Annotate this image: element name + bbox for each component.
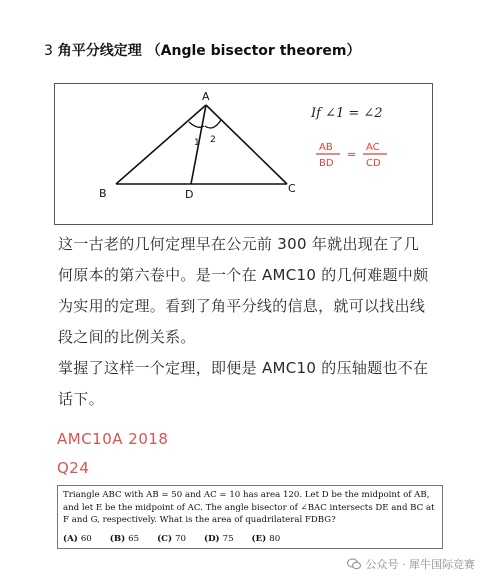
triangle-diagram <box>55 84 432 224</box>
answer-choices <box>63 533 437 546</box>
wechat-icon <box>346 556 362 572</box>
label-b: B <box>99 187 107 200</box>
condition-text: If ∠1 = ∠2 <box>311 106 383 121</box>
question-label: Q24 <box>57 459 90 477</box>
choice-a: (A) 60 <box>63 533 92 544</box>
triangle-figure <box>54 83 433 225</box>
choice-d: (D) 75 <box>204 533 234 544</box>
label-angle-1: 1 <box>194 138 200 148</box>
paragraph-history: 这一古老的几何定理早在公元前 300 年就出现在了几何原本的第六卷中。是一个在 AMC10 的几何难题中颇为实用的定理。看到了角平分线的信息，就可以找出线段之间的比例关系。 <box>58 235 429 346</box>
label-d: D <box>185 188 194 201</box>
contest-label: AMC10A 2018 <box>57 430 169 448</box>
frac-right-num: AC <box>366 142 380 153</box>
label-a: A <box>202 90 210 103</box>
frac-left-num: AB <box>319 142 333 153</box>
label-c: C <box>288 182 296 195</box>
choice-b: (B) 65 <box>109 533 140 544</box>
problem-box <box>57 485 443 549</box>
choice-c: (C) 70 <box>157 533 187 544</box>
problem-text: Triangle ABC with AB = 50 and AC = 10 has area 120. Let D be the midpoint of AB, and let E be the midpoint of AC. The angle bisector of ∠BAC intersects DE and BC at F and G, respectively. What is the area of quadrilateral FDBG? <box>63 490 435 525</box>
frac-right-den: CD <box>366 158 381 169</box>
watermark <box>346 556 476 572</box>
heading-number: 3 <box>44 43 53 59</box>
label-angle-2: 2 <box>210 135 216 145</box>
heading-text: 角平分线定理 （Angle bisector theorem） <box>57 43 361 59</box>
side-ac <box>206 105 287 184</box>
frac-left-den: BD <box>319 158 334 169</box>
section-heading <box>44 40 360 60</box>
watermark-text: 公众号 · 犀牛国际竞赛 <box>365 558 475 571</box>
angle-arc-2 <box>205 120 221 128</box>
frac-equals: = <box>347 148 357 161</box>
paragraph-mastery: 掌握了这样一个定理，即便是 AMC10 的压轴题也不在话下。 <box>58 359 429 408</box>
choice-e: (E) 80 <box>251 533 281 544</box>
